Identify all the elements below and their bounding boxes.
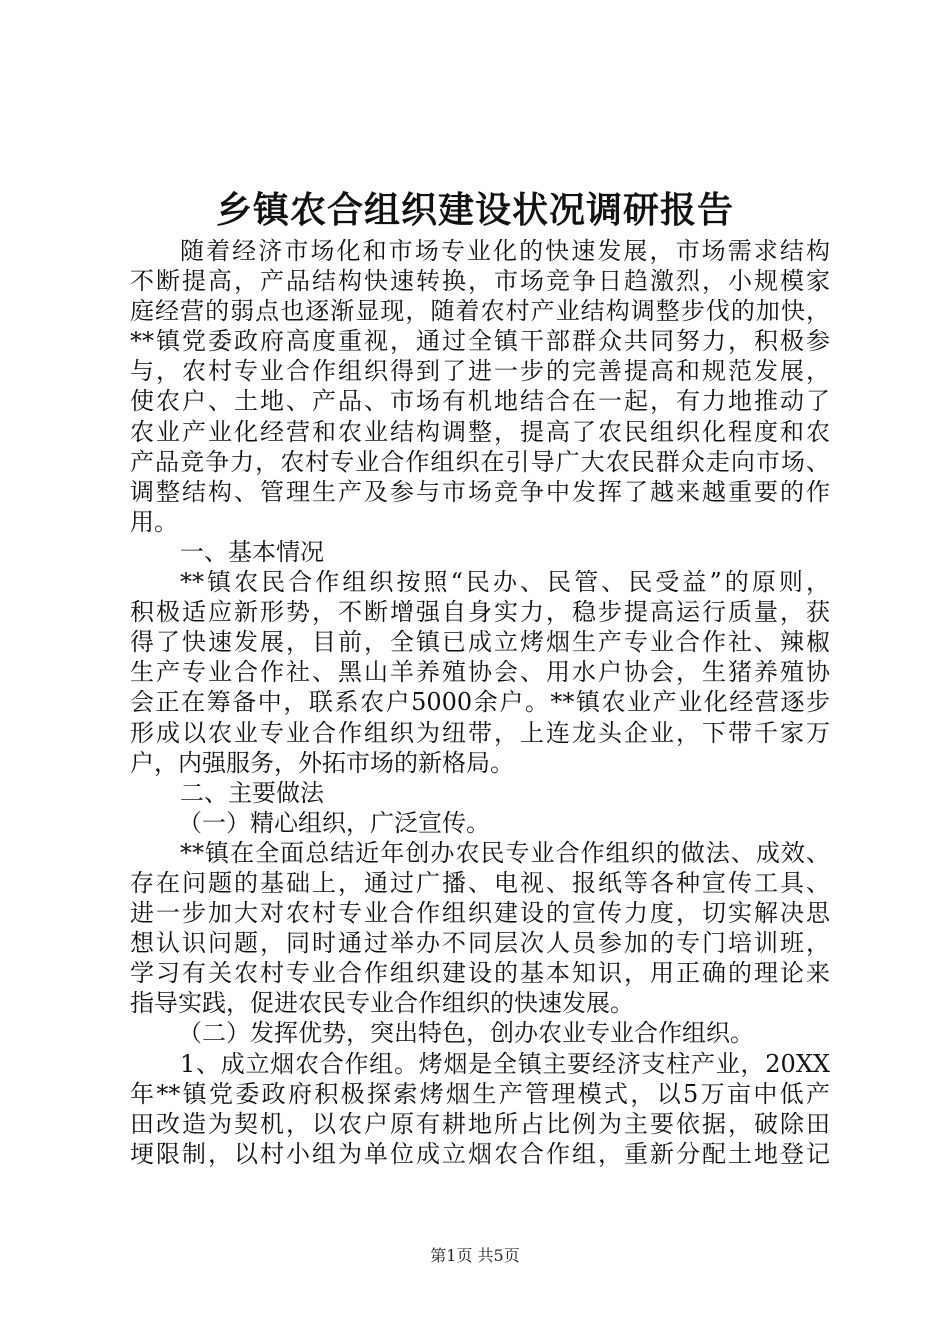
paragraph-line: 农业产业化经营和农业结构调整，提高了农民组织化程度和农 [130, 417, 830, 446]
paragraph-line: 想认识问题，同时通过举办不同层次人员参加的专门培训班， [130, 929, 830, 958]
paragraph-line: 年**镇党委政府积极探索烤烟生产管理模式，以5万亩中低产 [130, 1079, 830, 1108]
paragraph-line: 产品竞争力，农村专业合作组织在引导广大农民群众走向市场、 [130, 447, 830, 476]
paragraph-line: 户，内强服务，外拓市场的新格局。 [130, 748, 514, 777]
paragraph-line: 学习有关农村专业合作组织建设的基本知识，用正确的理论来 [130, 959, 830, 988]
subsection-heading: （二）发挥优势，突出特色，创办农业专业合作组织。 [178, 1019, 754, 1048]
paragraph-line: 与，农村专业合作组织得到了进一步的完善提高和规范发展， [130, 357, 830, 386]
paragraph-line: 存在问题的基础上，通过广播、电视、报纸等各种宣传工具、 [130, 868, 830, 897]
paragraph-line: 随着经济市场化和市场专业化的快速发展，市场需求结构 [180, 237, 830, 265]
paragraph-line: 进一步加大对农村专业合作组织建设的宣传力度，切实解决思 [130, 899, 830, 928]
paragraph-line: 积极适应新形势，不断增强自身实力，稳步提高运行质量，获 [130, 598, 830, 627]
paragraph-line: **镇农民合作组织按照“民办、民管、民受益”的原则， [180, 568, 830, 597]
page-footer: 第1页 共5页 [430, 1246, 520, 1265]
paragraph-line: 不断提高，产品结构快速转换，市场竞争日趋激烈，小规模家 [130, 267, 830, 296]
paragraph-line: 使农户、土地、产品、市场有机地结合在一起，有力地推动了 [130, 387, 830, 416]
paragraph-line: 会正在筹备中，联系农户5000余户。**镇农业产业化经营逐步 [130, 688, 830, 717]
section-heading: 一、基本情况 [180, 537, 324, 566]
paragraph-line: 生产专业合作社、黑山羊养殖协会、用水户协会，生猪养殖协 [130, 658, 830, 687]
paragraph-line: 田改造为契机，以农户原有耕地所占比例为主要依据，破除田 [130, 1109, 830, 1138]
paragraph-line: 埂限制，以村小组为单位成立烟农合作组，重新分配土地登记 [130, 1139, 830, 1168]
paragraph-line: 调整结构、管理生产及参与市场竞争中发挥了越来越重要的作 [130, 477, 830, 506]
subsection-heading: （一）精心组织，广泛宣传。 [178, 808, 490, 837]
paragraph-line: **镇党委政府高度重视，通过全镇干部群众共同努力，积极参 [130, 327, 830, 356]
paragraph-line: 指导实践，促进农民专业合作组织的快速发展。 [130, 989, 634, 1018]
paragraph-line: 1、成立烟农合作组。烤烟是全镇主要经济支柱产业，20XX [180, 1049, 830, 1078]
document-body [130, 236, 830, 1169]
paragraph-line: **镇在全面总结近年创办农民专业合作组织的做法、成效、 [180, 838, 830, 867]
paragraph-line: 用。 [130, 507, 178, 536]
document-title: 乡镇农合组织建设状况调研报告 [215, 189, 734, 231]
section-heading: 二、主要做法 [180, 778, 324, 807]
paragraph-line: 得了快速发展，目前，全镇已成立烤烟生产专业合作社、辣椒 [130, 628, 830, 657]
paragraph-line: 庭经营的弱点也逐渐显现，随着农村产业结构调整步伐的加快， [130, 297, 830, 326]
paragraph-line: 形成以农业专业合作组织为纽带，上连龙头企业，下带千家万 [130, 718, 830, 747]
